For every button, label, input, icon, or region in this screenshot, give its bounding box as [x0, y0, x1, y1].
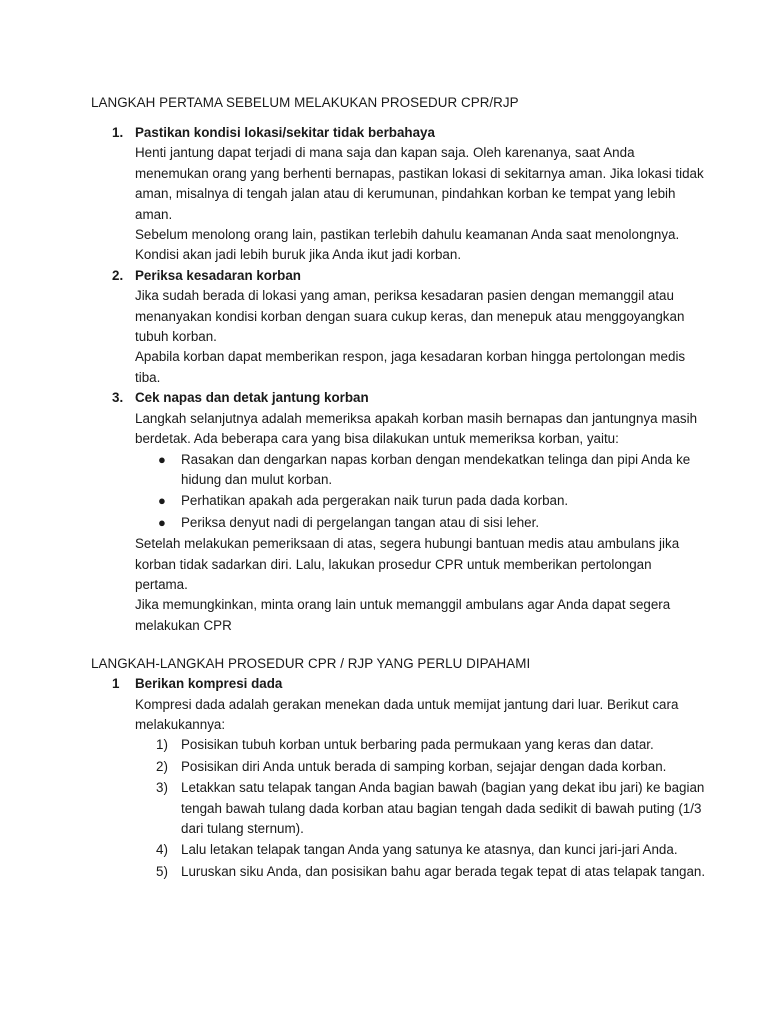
step-title: Cek napas dan detak jantung korban — [135, 390, 369, 406]
step-paragraph: Henti jantung dapat terjadi di mana saja dan kapan saja. Oleh karenanya, saat Anda menemukan orang yang berhenti bernapas, pastikan lokasi di sekitarnya aman. Jika lokasi tidak aman, misalnya di tengah jalan atau di kerumunan, pindahkan korban ke tempat yang lebih aman. — [135, 145, 704, 222]
substep-number: 5) — [156, 863, 168, 879]
step-number: 2. — [112, 267, 124, 283]
step-paragraph: Langkah selanjutnya adalah memeriksa apakah korban masih bernapas dan jantungnya masih berdetak. Ada beberapa cara yang bisa dilakukan untuk memeriksa korban, yaitu: — [135, 410, 698, 447]
substep-number: 4) — [156, 842, 168, 858]
substep-text: Letakkan satu telapak tangan Anda bagian bawah (bagian yang dekat ibu jari) ke bagian tengah bawah tulang dada korban atau bagian tengah dada sedikit di bawah puting (1/3 dari tulang sternum). — [181, 780, 705, 836]
bullet-icon: ● — [158, 451, 166, 467]
step-paragraph: Sebelum menolong orang lain, pastikan terlebih dahulu keamanan Anda saat menolongnya. Kondisi akan jadi lebih buruk jika Anda ikut jadi korban. — [135, 227, 680, 263]
step-item — [91, 123, 708, 266]
substep-item — [135, 735, 708, 755]
step-paragraph: Kompresi dada adalah gerakan menekan dada untuk memijat jantung dari luar. Berikut cara melakukannya: — [135, 696, 679, 732]
substep-text: Lalu letakan telapak tangan Anda yang satunya ke atasnya, dan kunci jari-jari Anda. — [181, 842, 678, 858]
step-item — [91, 266, 708, 388]
section-heading-cpr-procedure: LANGKAH-LANGKAH PROSEDUR CPR / RJP YANG PERLU DIPAHAMI — [91, 656, 531, 672]
step-number: 1 — [112, 676, 120, 692]
step-paragraph: Jika memungkinkan, minta orang lain untuk memanggil ambulans agar Anda dapat segera melakukan CPR — [135, 597, 671, 633]
substep-number: 1) — [156, 737, 168, 753]
step-item — [91, 674, 708, 882]
step-number: 3. — [112, 390, 124, 406]
bullet-item — [135, 450, 708, 491]
bullet-list — [135, 450, 708, 534]
substep-item — [135, 757, 708, 777]
bullet-text: Periksa denyut nadi di pergelangan tangan atau di sisi leher. — [181, 514, 540, 530]
step-paragraph: Jika sudah berada di lokasi yang aman, periksa kesadaran pasien dengan memanggil atau menanyakan kondisi korban dengan suara cukup keras, dan menepuk atau menggoyangkan tubuh korban. — [135, 288, 685, 345]
section-heading-first-steps: LANGKAH PERTAMA SEBELUM MELAKUKAN PROSEDUR CPR/RJP — [91, 95, 519, 110]
step-title: Berikan kompresi dada — [135, 676, 283, 692]
bullet-text: Rasakan dan dengarkan napas korban dengan mendekatkan telinga dan pipi Anda ke hidung dan mulut korban. — [181, 451, 691, 487]
bullet-item — [135, 491, 708, 511]
substep-text: Posisikan tubuh korban untuk berbaring pada permukaan yang keras dan datar. — [181, 737, 654, 753]
bullet-icon: ● — [158, 493, 166, 509]
substep-number: 2) — [156, 758, 168, 774]
bullet-text: Perhatikan apakah ada pergerakan naik turun pada dada korban. — [181, 493, 569, 509]
step-item — [91, 388, 708, 636]
step-paragraph: Apabila korban dapat memberikan respon, jaga kesadaran korban hingga pertolongan medis tiba. — [135, 349, 686, 385]
substep-item — [135, 840, 708, 860]
bullet-item — [135, 513, 708, 533]
step-title: Pastikan kondisi lokasi/sekitar tidak berbahaya — [135, 125, 435, 140]
substep-text: Luruskan siku Anda, dan posisikan bahu agar berada tegak tepat di atas telapak tangan. — [181, 863, 706, 879]
first-steps-list — [91, 123, 708, 636]
step-number: 1. — [112, 125, 124, 140]
substep-item — [135, 862, 708, 882]
step-paragraph: Setelah melakukan pemeriksaan di atas, segera hubungi bantuan medis atau ambulans jika korban tidak sadarkan diri. Lalu, lakukan prosedur CPR untuk memberikan pertolongan pertama. — [135, 536, 680, 592]
step-title: Periksa kesadaran korban — [135, 267, 301, 283]
cpr-steps-list — [91, 674, 708, 882]
substep-list — [135, 735, 708, 882]
substep-text: Posisikan diri Anda untuk berada di samping korban, sejajar dengan dada korban. — [181, 758, 667, 774]
substep-item — [135, 778, 708, 839]
bullet-icon: ● — [158, 514, 166, 530]
substep-number: 3) — [156, 780, 168, 796]
